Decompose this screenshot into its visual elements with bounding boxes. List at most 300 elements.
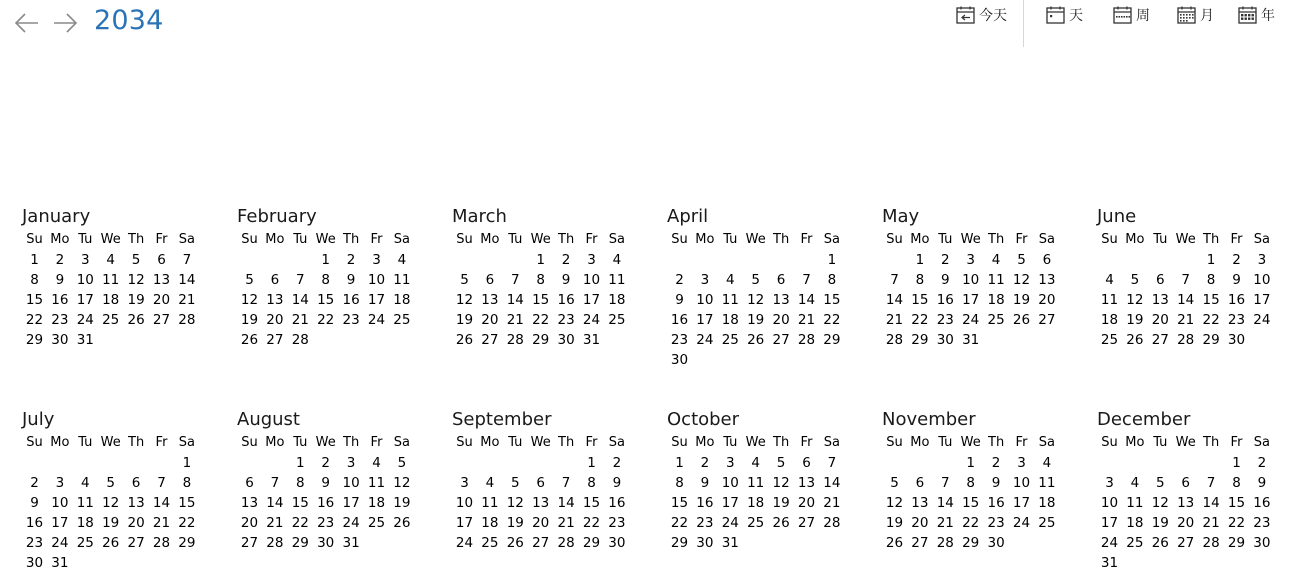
day-cell[interactable]: 21 bbox=[797, 312, 816, 328]
day-cell[interactable]: 3 bbox=[1105, 475, 1114, 491]
day-cell[interactable]: 11 bbox=[1038, 475, 1056, 491]
day-cell[interactable]: 13 bbox=[481, 292, 499, 308]
day-cell[interactable]: 24 bbox=[962, 312, 980, 328]
day-cell[interactable]: 22 bbox=[911, 312, 929, 328]
day-cell[interactable]: 23 bbox=[317, 515, 335, 531]
day-cell[interactable]: 21 bbox=[152, 515, 171, 531]
day-cell[interactable]: 4 bbox=[81, 475, 90, 491]
day-cell[interactable]: 17 bbox=[76, 292, 94, 308]
day-cell[interactable]: 26 bbox=[1151, 535, 1169, 551]
day-cell[interactable]: 31 bbox=[76, 332, 94, 348]
day-cell[interactable]: 11 bbox=[721, 292, 739, 308]
day-cell[interactable]: 26 bbox=[393, 515, 411, 531]
day-cell[interactable]: 31 bbox=[1100, 555, 1119, 571]
day-cell[interactable]: 20 bbox=[1151, 312, 1169, 328]
day-cell[interactable]: 10 bbox=[51, 495, 69, 511]
day-cell[interactable]: 24 bbox=[1012, 515, 1031, 531]
day-cell[interactable]: 13 bbox=[152, 272, 171, 288]
day-cell[interactable]: 15 bbox=[823, 292, 841, 308]
day-cell[interactable]: 5 bbox=[1130, 272, 1140, 288]
day-cell[interactable]: 8 bbox=[915, 272, 925, 288]
day-cell[interactable]: 27 bbox=[1038, 312, 1056, 328]
day-cell[interactable]: 12 bbox=[240, 292, 259, 308]
day-cell[interactable]: 20 bbox=[1177, 515, 1195, 531]
day-cell[interactable]: 25 bbox=[367, 515, 386, 531]
day-cell[interactable]: 25 bbox=[987, 312, 1005, 328]
day-cell[interactable]: 17 bbox=[342, 495, 360, 511]
day-cell[interactable]: 5 bbox=[751, 272, 760, 288]
day-cell[interactable]: 9 bbox=[1257, 475, 1267, 491]
day-cell[interactable]: 22 bbox=[291, 515, 309, 531]
day-cell[interactable]: 20 bbox=[532, 515, 550, 531]
day-cell[interactable]: 15 bbox=[291, 495, 309, 511]
day-cell[interactable]: 17 bbox=[455, 515, 474, 531]
day-cell[interactable]: 3 bbox=[55, 475, 65, 491]
day-cell[interactable]: 5 bbox=[776, 455, 786, 471]
day-cell[interactable]: 28 bbox=[885, 332, 904, 348]
day-cell[interactable]: 13 bbox=[532, 495, 550, 511]
day-cell[interactable]: 30 bbox=[987, 535, 1005, 551]
day-cell[interactable]: 30 bbox=[317, 535, 335, 551]
day-cell[interactable]: 19 bbox=[455, 312, 474, 328]
day-cell[interactable]: 26 bbox=[772, 515, 790, 531]
day-view-button[interactable] bbox=[1046, 3, 1083, 27]
day-cell[interactable]: 6 bbox=[245, 475, 254, 491]
day-cell[interactable]: 6 bbox=[1042, 252, 1052, 268]
day-cell[interactable]: 29 bbox=[25, 332, 44, 348]
day-cell[interactable]: 22 bbox=[582, 515, 601, 531]
day-cell[interactable]: 19 bbox=[1151, 515, 1169, 531]
day-cell[interactable]: 26 bbox=[455, 332, 474, 348]
day-cell[interactable]: 4 bbox=[397, 252, 407, 268]
day-cell[interactable]: 13 bbox=[1038, 272, 1056, 288]
day-cell[interactable]: 24 bbox=[1253, 312, 1271, 328]
day-cell[interactable]: 22 bbox=[1202, 312, 1220, 328]
day-cell[interactable]: 3 bbox=[587, 252, 596, 268]
day-cell[interactable]: 7 bbox=[827, 455, 837, 471]
day-cell[interactable]: 22 bbox=[670, 515, 689, 531]
day-cell[interactable]: 18 bbox=[393, 292, 411, 308]
day-cell[interactable]: 30 bbox=[670, 352, 689, 368]
day-cell[interactable]: 15 bbox=[962, 495, 980, 511]
day-cell[interactable]: 13 bbox=[1177, 495, 1195, 511]
day-cell[interactable]: 7 bbox=[1181, 272, 1190, 288]
day-cell[interactable]: 25 bbox=[1126, 535, 1144, 551]
day-cell[interactable]: 15 bbox=[1202, 292, 1220, 308]
day-cell[interactable]: 24 bbox=[696, 332, 714, 348]
day-cell[interactable]: 14 bbox=[152, 495, 171, 511]
day-cell[interactable]: 11 bbox=[987, 272, 1005, 288]
day-cell[interactable]: 10 bbox=[1100, 495, 1119, 511]
day-cell[interactable]: 18 bbox=[1100, 312, 1119, 328]
day-cell[interactable]: 20 bbox=[127, 515, 145, 531]
week-view-button[interactable] bbox=[1113, 3, 1150, 27]
day-cell[interactable]: 4 bbox=[991, 252, 1001, 268]
day-cell[interactable]: 8 bbox=[1206, 272, 1216, 288]
day-cell[interactable]: 24 bbox=[582, 312, 601, 328]
day-cell[interactable]: 29 bbox=[582, 535, 601, 551]
day-cell[interactable]: 6 bbox=[915, 475, 925, 491]
previous-year-button[interactable] bbox=[12, 8, 42, 38]
month-name[interactable]: November bbox=[882, 409, 976, 430]
day-cell[interactable]: 15 bbox=[317, 292, 335, 308]
day-cell[interactable]: 20 bbox=[1038, 292, 1056, 308]
day-cell[interactable]: 30 bbox=[25, 555, 44, 571]
day-cell[interactable]: 13 bbox=[911, 495, 929, 511]
day-cell[interactable]: 27 bbox=[1151, 332, 1169, 348]
day-cell[interactable]: 5 bbox=[890, 475, 899, 491]
day-cell[interactable]: 14 bbox=[1202, 495, 1220, 511]
day-cell[interactable]: 27 bbox=[240, 535, 259, 551]
day-cell[interactable]: 21 bbox=[936, 515, 954, 531]
day-cell[interactable]: 15 bbox=[25, 292, 44, 308]
day-cell[interactable]: 16 bbox=[936, 292, 954, 308]
day-cell[interactable]: 10 bbox=[76, 272, 94, 288]
day-cell[interactable]: 1 bbox=[182, 455, 192, 471]
day-cell[interactable]: 28 bbox=[506, 332, 524, 348]
day-cell[interactable]: 19 bbox=[747, 312, 765, 328]
day-cell[interactable]: 6 bbox=[131, 475, 141, 491]
day-cell[interactable]: 10 bbox=[455, 495, 474, 511]
day-cell[interactable]: 2 bbox=[700, 455, 710, 471]
day-cell[interactable]: 4 bbox=[372, 455, 381, 471]
day-cell[interactable]: 2 bbox=[612, 455, 622, 471]
month-name[interactable]: June bbox=[1097, 206, 1137, 227]
day-cell[interactable]: 14 bbox=[823, 475, 841, 491]
month-name[interactable]: September bbox=[452, 409, 552, 430]
day-cell[interactable]: 11 bbox=[393, 272, 411, 288]
day-cell[interactable]: 23 bbox=[670, 332, 689, 348]
day-cell[interactable]: 25 bbox=[1038, 515, 1056, 531]
day-cell[interactable]: 7 bbox=[802, 272, 811, 288]
month-name[interactable]: July bbox=[22, 409, 55, 430]
day-cell[interactable]: 17 bbox=[721, 495, 739, 511]
day-cell[interactable]: 18 bbox=[102, 292, 120, 308]
day-cell[interactable]: 11 bbox=[481, 495, 499, 511]
day-cell[interactable]: 5 bbox=[511, 475, 520, 491]
day-cell[interactable]: 28 bbox=[1202, 535, 1220, 551]
day-cell[interactable]: 3 bbox=[372, 252, 381, 268]
day-cell[interactable]: 17 bbox=[51, 515, 69, 531]
day-cell[interactable]: 9 bbox=[700, 475, 710, 491]
day-cell[interactable]: 13 bbox=[1151, 292, 1169, 308]
day-cell[interactable]: 4 bbox=[106, 252, 115, 268]
day-cell[interactable]: 16 bbox=[51, 292, 69, 308]
day-cell[interactable]: 29 bbox=[178, 535, 196, 551]
day-cell[interactable]: 29 bbox=[823, 332, 841, 348]
day-cell[interactable]: 1 bbox=[30, 252, 39, 268]
day-cell[interactable]: 6 bbox=[485, 272, 495, 288]
day-cell[interactable]: 21 bbox=[291, 312, 309, 328]
day-cell[interactable]: 30 bbox=[1253, 535, 1271, 551]
day-cell[interactable]: 15 bbox=[582, 495, 601, 511]
day-cell[interactable]: 21 bbox=[1177, 312, 1195, 328]
day-cell[interactable]: 11 bbox=[102, 272, 120, 288]
day-cell[interactable]: 27 bbox=[481, 332, 499, 348]
day-cell[interactable]: 27 bbox=[1177, 535, 1195, 551]
day-cell[interactable]: 28 bbox=[178, 312, 196, 328]
day-cell[interactable]: 10 bbox=[1253, 272, 1271, 288]
day-cell[interactable]: 12 bbox=[102, 495, 120, 511]
day-cell[interactable]: 12 bbox=[455, 292, 474, 308]
day-cell[interactable]: 9 bbox=[321, 475, 330, 491]
day-cell[interactable]: 2 bbox=[1257, 455, 1267, 471]
day-cell[interactable]: 9 bbox=[675, 292, 684, 308]
day-cell[interactable]: 2 bbox=[991, 455, 1001, 471]
day-cell[interactable]: 3 bbox=[726, 455, 735, 471]
day-cell[interactable]: 30 bbox=[696, 535, 714, 551]
day-cell[interactable]: 1 bbox=[296, 455, 305, 471]
day-cell[interactable]: 22 bbox=[962, 515, 980, 531]
day-cell[interactable]: 8 bbox=[30, 272, 39, 288]
day-cell[interactable]: 21 bbox=[1202, 515, 1220, 531]
day-cell[interactable]: 1 bbox=[1206, 252, 1216, 268]
day-cell[interactable]: 27 bbox=[797, 515, 816, 531]
day-cell[interactable]: 12 bbox=[772, 475, 790, 491]
day-cell[interactable]: 21 bbox=[557, 515, 575, 531]
day-cell[interactable]: 22 bbox=[823, 312, 841, 328]
day-cell[interactable]: 12 bbox=[747, 292, 765, 308]
day-cell[interactable]: 17 bbox=[582, 292, 601, 308]
day-cell[interactable]: 19 bbox=[393, 495, 411, 511]
day-cell[interactable]: 2 bbox=[55, 252, 65, 268]
day-cell[interactable]: 27 bbox=[911, 535, 929, 551]
day-cell[interactable]: 18 bbox=[481, 515, 499, 531]
day-cell[interactable]: 12 bbox=[1151, 495, 1169, 511]
day-cell[interactable]: 23 bbox=[1253, 515, 1271, 531]
day-cell[interactable]: 14 bbox=[266, 495, 284, 511]
day-cell[interactable]: 13 bbox=[127, 495, 145, 511]
day-cell[interactable]: 28 bbox=[823, 515, 841, 531]
day-cell[interactable]: 17 bbox=[1100, 515, 1119, 531]
day-cell[interactable]: 2 bbox=[346, 252, 356, 268]
day-cell[interactable]: 3 bbox=[700, 272, 710, 288]
day-cell[interactable]: 19 bbox=[1126, 312, 1144, 328]
day-cell[interactable]: 25 bbox=[481, 535, 499, 551]
day-cell[interactable]: 7 bbox=[1206, 475, 1216, 491]
day-cell[interactable]: 8 bbox=[536, 272, 545, 288]
day-cell[interactable]: 27 bbox=[266, 332, 284, 348]
year-view-button[interactable] bbox=[1238, 3, 1275, 27]
month-name[interactable]: March bbox=[452, 206, 507, 227]
day-cell[interactable]: 16 bbox=[1253, 495, 1271, 511]
day-cell[interactable]: 9 bbox=[941, 272, 950, 288]
day-cell[interactable]: 29 bbox=[1227, 535, 1246, 551]
day-cell[interactable]: 20 bbox=[240, 515, 259, 531]
day-cell[interactable]: 12 bbox=[885, 495, 904, 511]
day-cell[interactable]: 14 bbox=[1177, 292, 1195, 308]
day-cell[interactable]: 13 bbox=[266, 292, 284, 308]
day-cell[interactable]: 30 bbox=[608, 535, 626, 551]
day-cell[interactable]: 26 bbox=[1126, 332, 1144, 348]
day-cell[interactable]: 24 bbox=[342, 515, 360, 531]
day-cell[interactable]: 17 bbox=[962, 292, 980, 308]
day-cell[interactable]: 4 bbox=[751, 455, 760, 471]
day-cell[interactable]: 29 bbox=[962, 535, 980, 551]
day-cell[interactable]: 4 bbox=[1042, 455, 1052, 471]
day-cell[interactable]: 8 bbox=[827, 272, 837, 288]
day-cell[interactable]: 11 bbox=[367, 475, 386, 491]
day-cell[interactable]: 24 bbox=[367, 312, 386, 328]
day-cell[interactable]: 24 bbox=[76, 312, 94, 328]
day-cell[interactable]: 1 bbox=[827, 252, 837, 268]
day-cell[interactable]: 12 bbox=[506, 495, 524, 511]
day-cell[interactable]: 25 bbox=[747, 515, 765, 531]
day-cell[interactable]: 23 bbox=[25, 535, 44, 551]
day-cell[interactable]: 27 bbox=[532, 535, 550, 551]
day-cell[interactable]: 28 bbox=[1177, 332, 1195, 348]
day-cell[interactable]: 29 bbox=[670, 535, 689, 551]
day-cell[interactable]: 11 bbox=[76, 495, 94, 511]
day-cell[interactable]: 21 bbox=[823, 495, 841, 511]
day-cell[interactable]: 19 bbox=[102, 515, 120, 531]
day-cell[interactable]: 30 bbox=[936, 332, 954, 348]
day-cell[interactable]: 8 bbox=[182, 475, 192, 491]
day-cell[interactable]: 7 bbox=[511, 272, 520, 288]
day-cell[interactable]: 5 bbox=[397, 455, 407, 471]
day-cell[interactable]: 1 bbox=[915, 252, 925, 268]
day-cell[interactable]: 29 bbox=[1202, 332, 1220, 348]
today-button[interactable] bbox=[956, 3, 1007, 27]
day-cell[interactable]: 26 bbox=[102, 535, 120, 551]
day-cell[interactable]: 23 bbox=[1227, 312, 1246, 328]
day-cell[interactable]: 12 bbox=[127, 272, 145, 288]
day-cell[interactable]: 29 bbox=[532, 332, 550, 348]
day-cell[interactable]: 9 bbox=[55, 272, 65, 288]
day-cell[interactable]: 26 bbox=[1012, 312, 1031, 328]
day-cell[interactable]: 20 bbox=[152, 292, 171, 308]
day-cell[interactable]: 6 bbox=[270, 272, 280, 288]
day-cell[interactable]: 2 bbox=[30, 475, 39, 491]
day-cell[interactable]: 18 bbox=[721, 312, 739, 328]
day-cell[interactable]: 19 bbox=[885, 515, 904, 531]
day-cell[interactable]: 8 bbox=[966, 475, 975, 491]
day-cell[interactable]: 17 bbox=[696, 312, 714, 328]
day-cell[interactable]: 9 bbox=[30, 495, 39, 511]
day-cell[interactable]: 4 bbox=[726, 272, 735, 288]
day-cell[interactable]: 9 bbox=[612, 475, 622, 491]
day-cell[interactable]: 22 bbox=[532, 312, 550, 328]
day-cell[interactable]: 3 bbox=[346, 455, 356, 471]
day-cell[interactable]: 18 bbox=[747, 495, 765, 511]
day-cell[interactable]: 15 bbox=[911, 292, 929, 308]
day-cell[interactable]: 27 bbox=[127, 535, 145, 551]
day-cell[interactable]: 19 bbox=[506, 515, 524, 531]
day-cell[interactable]: 1 bbox=[966, 455, 975, 471]
month-name[interactable]: August bbox=[237, 409, 300, 430]
day-cell[interactable]: 23 bbox=[342, 312, 360, 328]
day-cell[interactable]: 11 bbox=[747, 475, 765, 491]
day-cell[interactable]: 13 bbox=[772, 292, 790, 308]
day-cell[interactable]: 13 bbox=[797, 475, 816, 491]
day-cell[interactable]: 12 bbox=[1012, 272, 1031, 288]
day-cell[interactable]: 1 bbox=[675, 455, 684, 471]
day-cell[interactable]: 16 bbox=[696, 495, 714, 511]
day-cell[interactable]: 11 bbox=[1126, 495, 1144, 511]
day-cell[interactable]: 29 bbox=[911, 332, 929, 348]
day-cell[interactable]: 6 bbox=[1156, 272, 1165, 288]
month-name[interactable]: April bbox=[667, 206, 709, 227]
day-cell[interactable]: 2 bbox=[321, 455, 330, 471]
day-cell[interactable]: 6 bbox=[776, 272, 786, 288]
day-cell[interactable]: 10 bbox=[1012, 475, 1031, 491]
day-cell[interactable]: 4 bbox=[612, 252, 622, 268]
day-cell[interactable]: 30 bbox=[557, 332, 575, 348]
day-cell[interactable]: 23 bbox=[987, 515, 1005, 531]
day-cell[interactable]: 18 bbox=[1126, 515, 1144, 531]
month-name[interactable]: May bbox=[882, 206, 920, 227]
day-cell[interactable]: 18 bbox=[367, 495, 386, 511]
day-cell[interactable]: 21 bbox=[506, 312, 524, 328]
month-name[interactable]: February bbox=[237, 206, 317, 227]
day-cell[interactable]: 19 bbox=[240, 312, 259, 328]
day-cell[interactable]: 31 bbox=[582, 332, 601, 348]
day-cell[interactable]: 21 bbox=[885, 312, 904, 328]
day-cell[interactable]: 14 bbox=[797, 292, 816, 308]
day-cell[interactable]: 2 bbox=[1232, 252, 1241, 268]
month-name[interactable]: October bbox=[667, 409, 740, 430]
day-cell[interactable]: 5 bbox=[106, 475, 115, 491]
day-cell[interactable]: 9 bbox=[1232, 272, 1241, 288]
day-cell[interactable]: 31 bbox=[962, 332, 980, 348]
day-cell[interactable]: 16 bbox=[1227, 292, 1246, 308]
day-cell[interactable]: 7 bbox=[270, 475, 280, 491]
day-cell[interactable]: 30 bbox=[1227, 332, 1246, 348]
day-cell[interactable]: 9 bbox=[561, 272, 571, 288]
day-cell[interactable]: 16 bbox=[557, 292, 575, 308]
day-cell[interactable]: 12 bbox=[393, 475, 411, 491]
day-cell[interactable]: 14 bbox=[936, 495, 954, 511]
day-cell[interactable]: 24 bbox=[51, 535, 69, 551]
day-cell[interactable]: 3 bbox=[966, 252, 975, 268]
day-cell[interactable]: 29 bbox=[291, 535, 309, 551]
day-cell[interactable]: 17 bbox=[1012, 495, 1031, 511]
day-cell[interactable]: 19 bbox=[127, 292, 145, 308]
day-cell[interactable]: 22 bbox=[317, 312, 335, 328]
day-cell[interactable]: 5 bbox=[1156, 475, 1165, 491]
day-cell[interactable]: 15 bbox=[532, 292, 550, 308]
day-cell[interactable]: 6 bbox=[536, 475, 545, 491]
day-cell[interactable]: 16 bbox=[25, 515, 44, 531]
day-cell[interactable]: 4 bbox=[1105, 272, 1114, 288]
day-cell[interactable]: 28 bbox=[797, 332, 816, 348]
month-view-button[interactable] bbox=[1177, 3, 1214, 27]
day-cell[interactable]: 10 bbox=[696, 292, 714, 308]
day-cell[interactable]: 28 bbox=[266, 535, 284, 551]
day-cell[interactable]: 16 bbox=[317, 495, 335, 511]
day-cell[interactable]: 1 bbox=[587, 455, 596, 471]
day-cell[interactable]: 24 bbox=[455, 535, 474, 551]
day-cell[interactable]: 26 bbox=[240, 332, 259, 348]
day-cell[interactable]: 2 bbox=[675, 272, 684, 288]
day-cell[interactable]: 23 bbox=[557, 312, 575, 328]
day-cell[interactable]: 11 bbox=[608, 272, 626, 288]
day-cell[interactable]: 15 bbox=[670, 495, 689, 511]
day-cell[interactable]: 3 bbox=[1257, 252, 1267, 268]
day-cell[interactable]: 31 bbox=[342, 535, 360, 551]
day-cell[interactable]: 20 bbox=[481, 312, 499, 328]
day-cell[interactable]: 23 bbox=[936, 312, 954, 328]
day-cell[interactable]: 28 bbox=[557, 535, 575, 551]
day-cell[interactable]: 25 bbox=[1100, 332, 1119, 348]
day-cell[interactable]: 10 bbox=[721, 475, 739, 491]
day-cell[interactable]: 24 bbox=[1100, 535, 1119, 551]
day-cell[interactable]: 21 bbox=[178, 292, 196, 308]
day-cell[interactable]: 27 bbox=[772, 332, 790, 348]
day-cell[interactable]: 14 bbox=[506, 292, 524, 308]
day-cell[interactable]: 10 bbox=[962, 272, 980, 288]
day-cell[interactable]: 6 bbox=[1181, 475, 1190, 491]
